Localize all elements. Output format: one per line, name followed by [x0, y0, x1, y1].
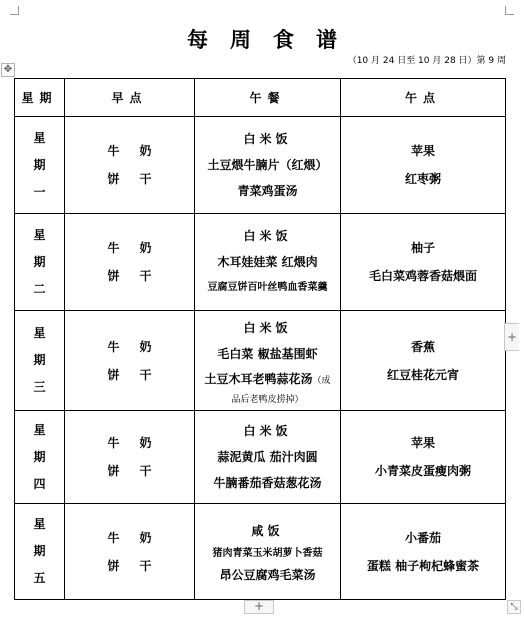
date-range: （10 月 24 日至 10 月 28 日）第 9 周	[347, 56, 506, 66]
page-title: 每周食谱	[187, 27, 359, 52]
table-move-icon[interactable]: ✥	[1, 63, 15, 77]
snack-cell: 小番茄 蛋糕 柚子枸杞蜂蜜茶	[341, 504, 506, 600]
breakfast-cell: 牛奶 饼干	[65, 117, 195, 214]
table-row	[15, 117, 506, 214]
breakfast-cell: 牛奶 饼干	[65, 504, 195, 600]
snack-cell: 苹果 小青菜皮蛋瘦肉粥	[341, 411, 506, 504]
table-row	[15, 214, 506, 311]
day-cell: 星 期 五	[15, 504, 65, 600]
table-row	[15, 504, 506, 600]
lunch-cell: 白米饭 木耳娃娃菜 红煨肉 豆腐豆饼百叶丝鸭血香菜羹	[195, 214, 341, 311]
day-cell: 星 期 一	[15, 117, 65, 214]
lunch-cell: 白米饭 蒜泥黄瓜 茄汁肉圆 牛腩番茄香菇葱花汤	[195, 411, 341, 504]
breakfast-cell: 牛奶 饼干	[65, 214, 195, 311]
snack-cell: 柚子 毛白菜鸡蓉香菇煨面	[341, 214, 506, 311]
header-breakfast: 早点	[65, 79, 195, 117]
add-column-icon[interactable]: +	[504, 323, 519, 351]
weekly-menu-table	[14, 78, 506, 600]
snack-cell: 香蕉 红豆桂花元宵	[341, 311, 506, 411]
lunch-cell: 白米饭 毛白菜 椒盐基围虾 土豆木耳老鸭蒜花汤（成 品后老鸭皮捞掉）	[195, 311, 341, 411]
page-corner-mark-right	[505, 6, 514, 15]
breakfast-cell: 牛奶 饼干	[65, 411, 195, 504]
table-header-row	[15, 79, 506, 117]
snack-cell: 苹果 红枣粥	[341, 117, 506, 214]
day-cell: 星 期 四	[15, 411, 65, 504]
header-weekday: 星期	[15, 79, 65, 117]
lunch-cell: 白米饭 土豆煨牛腩片（红煨） 青菜鸡蛋汤	[195, 117, 341, 214]
day-cell: 星 期 三	[15, 311, 65, 411]
header-lunch: 午餐	[195, 79, 341, 117]
add-row-icon[interactable]: +	[244, 600, 274, 614]
table-resize-icon[interactable]: ⤡	[507, 600, 521, 614]
breakfast-cell: 牛奶 饼干	[65, 311, 195, 411]
lunch-cell: 咸饭 猪肉青菜玉米胡萝卜香菇 昂公豆腐鸡毛菜汤	[195, 504, 341, 600]
day-cell: 星 期 二	[15, 214, 65, 311]
page-corner-mark-left	[10, 6, 19, 15]
table-row	[15, 411, 506, 504]
table-row	[15, 311, 506, 411]
header-snack: 午点	[341, 79, 506, 117]
